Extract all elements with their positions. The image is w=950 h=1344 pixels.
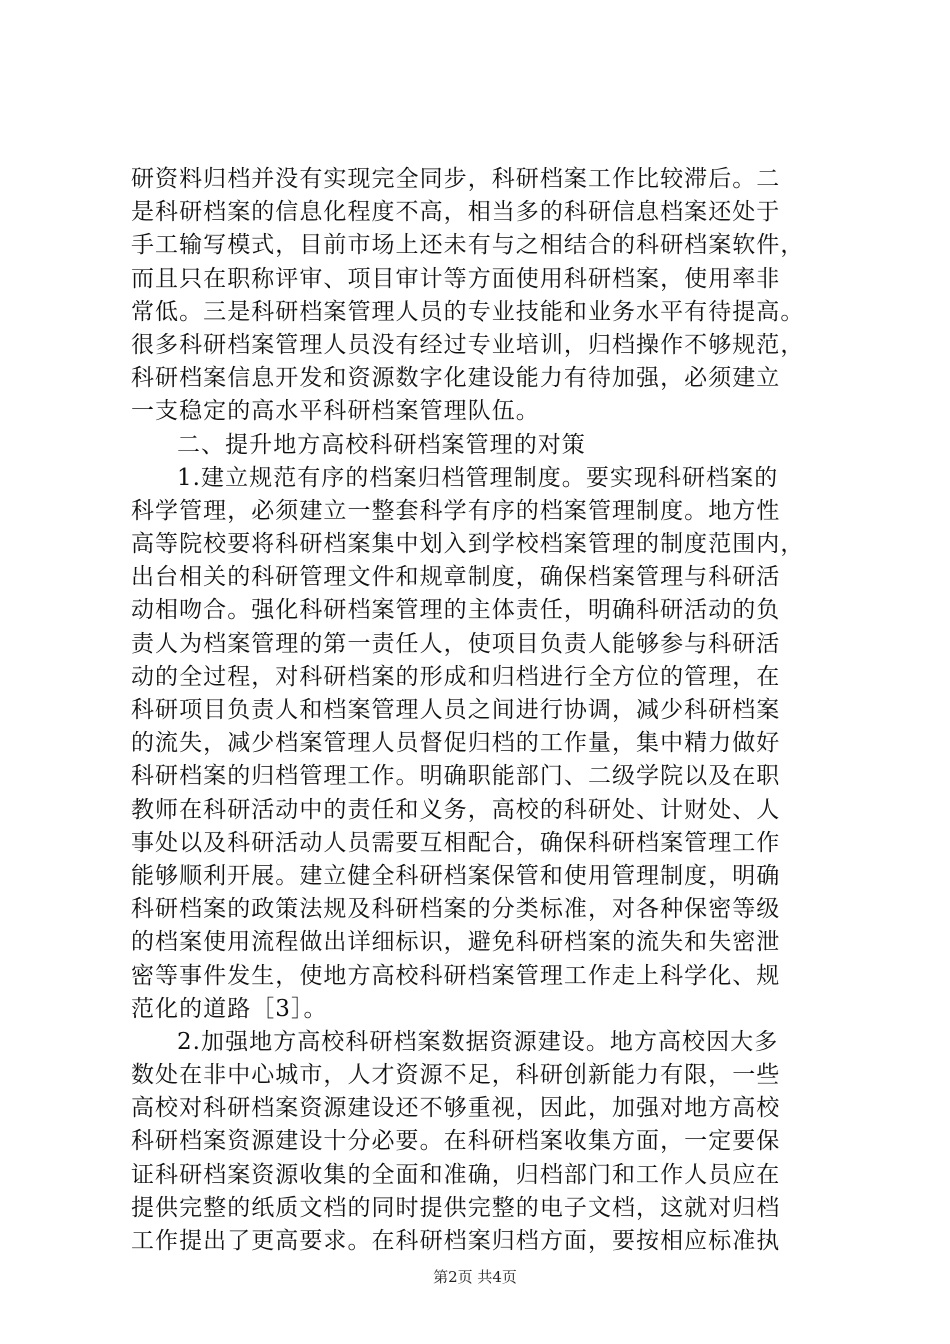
paragraph-first-line: 2.加强地方高校科研档案数据资源建设。地方高校因大多 [177,1028,779,1055]
text-line: 能够顺利开展。建立健全科研档案保管和使用管理制度，明确 [131,862,781,889]
text-line: 密等事件发生，使地方高校科研档案管理工作走上科学化、规 [131,962,781,989]
body-text [131,163,823,1258]
text-line: 常低。三是科研档案管理人员的专业技能和业务水平有待提高。 [131,298,805,325]
text-line: 的档案使用流程做出详细标识，避免科研档案的流失和失密泄 [131,929,781,956]
text-line: 科学管理，必须建立一整套科学有序的档案管理制度。地方性 [131,497,781,524]
text-line: 科研项目负责人和档案管理人员之间进行协调，减少科研档案 [131,697,781,723]
text-line: 出台相关的科研管理文件和规章制度，确保档案管理与科研活 [131,564,781,591]
text-line: 科研档案信息开发和资源数字化建设能力有待加强，必须建立 [131,365,781,392]
page-number-footer: 第2页 共4页 [433,1268,517,1286]
text-line: 科研档案的政策法规及科研档案的分类标准，对各种保密等级 [131,896,781,923]
text-line: 提供完整的纸质文档的同时提供完整的电子文档，这就对归档 [131,1194,781,1221]
text-line: 手工输写模式，目前市场上还未有与之相结合的科研档案软件， [131,232,805,259]
text-line: 范化的道路［3］。 [131,995,328,1022]
text-line: 教师在科研活动中的责任和义务，高校的科研处、计财处、人 [131,796,781,823]
text-line: 科研档案的归档管理工作。明确职能部门、二级学院以及在职 [131,763,781,790]
paragraph-first-line: 1.建立规范有序的档案归档管理制度。要实现科研档案的 [177,464,779,491]
text-line: 一支稳定的高水平科研档案管理队伍。 [131,398,540,425]
text-line: 工作提出了更高要求。在科研档案归档方面，要按相应标准执 [131,1228,781,1254]
text-line: 是科研档案的信息化程度不高，相当多的科研信息档案还处于 [131,199,781,226]
text-line: 而且只在职称评审、项目审计等方面使用科研档案，使用率非 [131,265,781,292]
text-line: 高校对科研档案资源建设还不够重视，因此，加强对地方高校 [131,1095,781,1122]
text-line: 事处以及科研活动人员需要互相配合，确保科研档案管理工作 [131,829,781,856]
text-line: 责人为档案管理的第一责任人，使项目负责人能够参与科研活 [131,630,781,657]
text-line: 很多科研档案管理人员没有经过专业培训，归档操作不够规范， [131,331,805,358]
text-line: 科研档案资源建设十分必要。在科研档案收集方面，一定要保 [131,1128,781,1155]
text-line: 高等院校要将科研档案集中划入到学校档案管理的制度范围内， [131,531,805,558]
text-line: 动的全过程，对科研档案的形成和归档进行全方位的管理，在 [131,663,781,690]
text-line: 研资料归档并没有实现完全同步，科研档案工作比较滞后。二 [131,166,781,192]
text-line: 动相吻合。强化科研档案管理的主体责任，明确科研活动的负 [131,597,781,624]
text-line: 数处在非中心城市，人才资源不足，科研创新能力有限，一些 [131,1062,781,1089]
section-heading: 二、提升地方高校科研档案管理的对策 [177,431,586,458]
text-line: 的流失，减少档案管理人员督促归档的工作量，集中精力做好 [131,730,781,757]
text-line: 证科研档案资源收集的全面和准确，归档部门和工作人员应在 [131,1161,781,1188]
